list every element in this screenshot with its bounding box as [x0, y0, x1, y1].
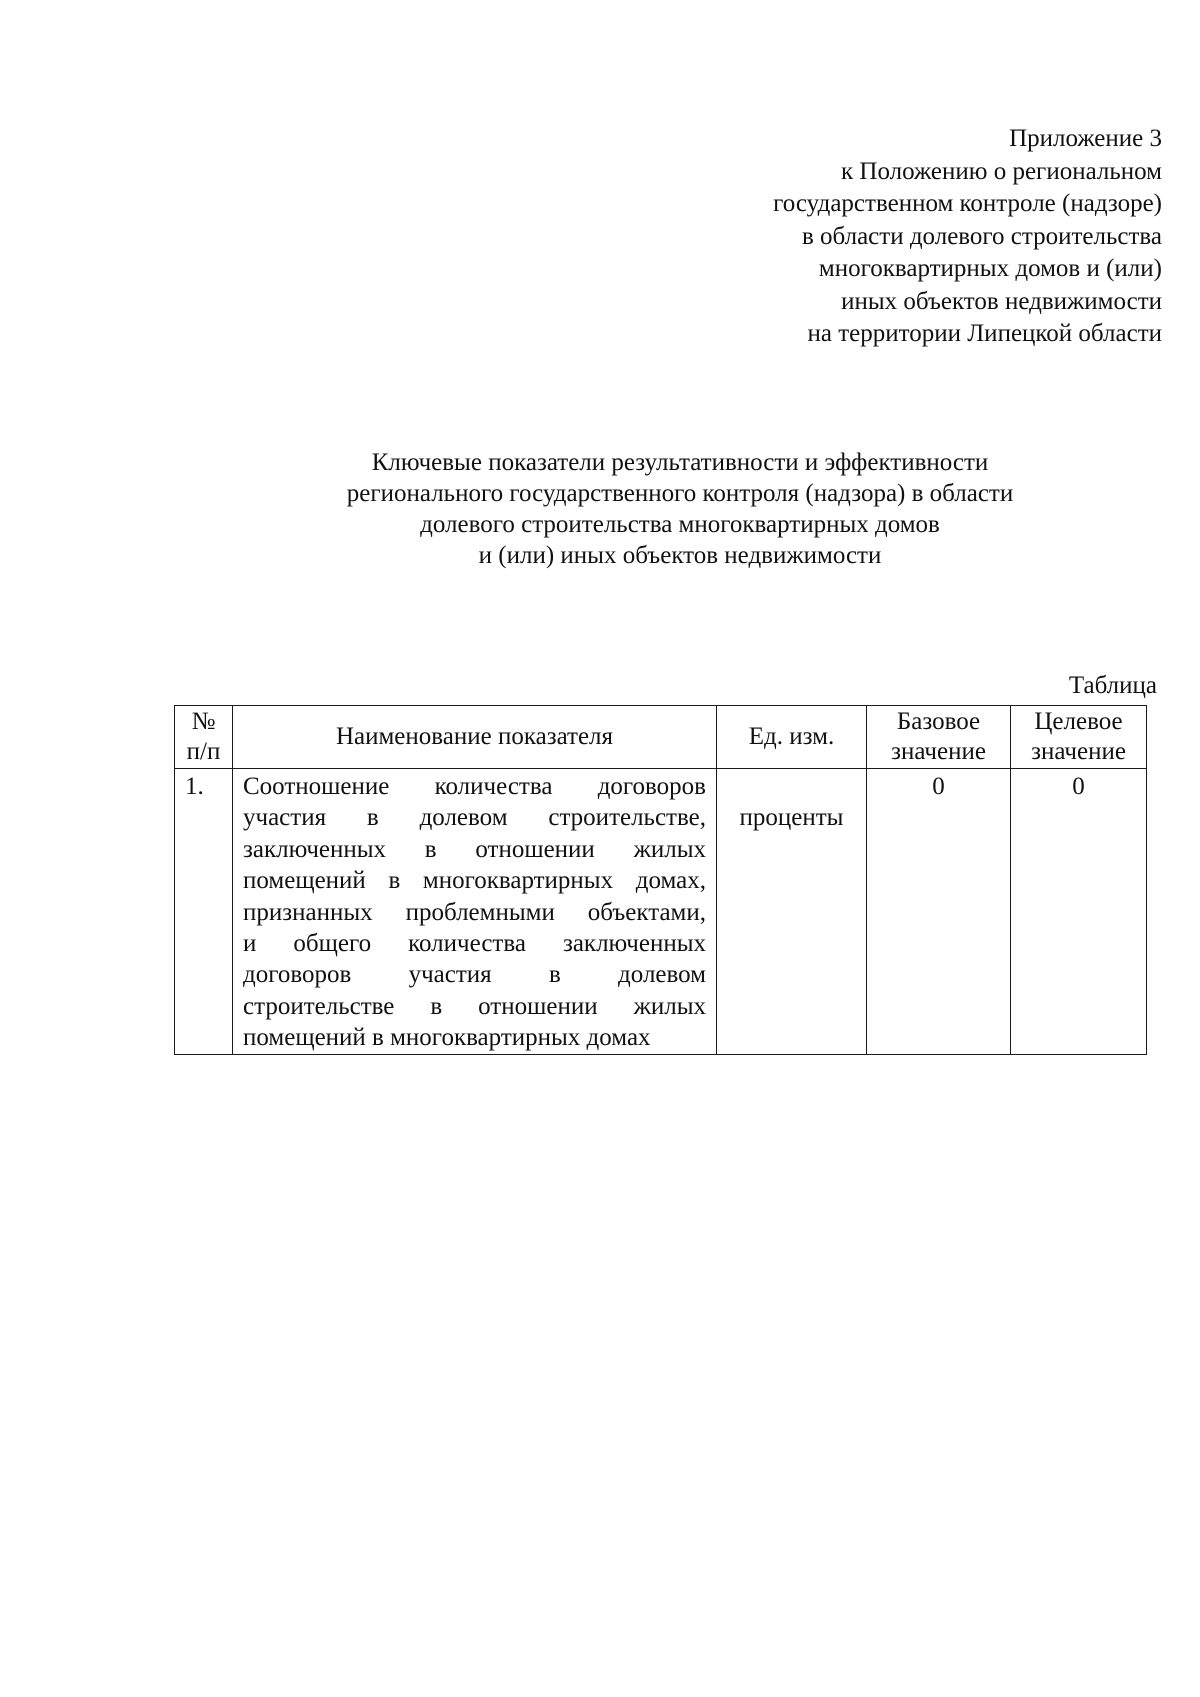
indicator-line: признанных проблемными объектами,: [243, 898, 706, 926]
appendix-line: государственном контроле (надзоре): [773, 190, 1162, 217]
header-base-bottom: значение: [891, 738, 986, 765]
row-base-value: 0: [867, 769, 1011, 1055]
row-unit: проценты: [717, 769, 867, 1055]
title-line: Ключевые показатели результативности и эффективности: [371, 449, 989, 476]
indicator-line: помещений в многоквартирных домах: [243, 1024, 651, 1052]
header-number-top: №: [191, 708, 216, 735]
appendix-line: многоквартирных домов и (или): [818, 255, 1162, 282]
header-indicator-name: Наименование показателя: [233, 706, 717, 769]
table-caption: Таблица: [1068, 672, 1157, 699]
table-header-row: [175, 706, 1147, 769]
indicator-line: Соотношение количества договоров: [243, 773, 706, 800]
appendix-line: к Положению о региональном: [841, 157, 1162, 185]
indicator-line: заключенных в отношении жилых: [243, 835, 706, 863]
kpi-table: [174, 705, 1147, 1055]
header-number: [175, 706, 233, 769]
appendix-header: [773, 123, 1162, 351]
appendix-line: в области долевого строительства: [801, 222, 1162, 250]
title-line: долевого строительства многоквартирных домов: [420, 511, 940, 538]
indicator-line: договоров участия в долевом: [243, 961, 706, 989]
indicator-line: помещений в многоквартирных домах,: [243, 867, 706, 895]
appendix-line: иных объектов недвижимости: [841, 287, 1162, 315]
appendix-line: Приложение 3: [1009, 125, 1162, 152]
indicator-line: участия в долевом строительстве,: [243, 804, 706, 832]
header-unit: Ед. изм.: [717, 706, 867, 769]
row-indicator-name: [233, 769, 717, 1055]
header-base-value: [867, 706, 1011, 769]
title-line: и (или) иных объектов недвижимости: [478, 542, 882, 569]
row-target-value: 0: [1011, 769, 1147, 1055]
indicator-line: и общего количества заключенных: [243, 930, 706, 958]
header-target-value: [1011, 706, 1147, 769]
document-title: [160, 447, 1200, 571]
row-number: 1.: [175, 769, 233, 1055]
header-base-top: Базовое: [896, 708, 981, 735]
indicator-line: строительстве в отношении жилых: [243, 992, 706, 1020]
header-target-bottom: значение: [1031, 738, 1126, 765]
header-target-top: Целевое: [1034, 708, 1123, 735]
table-row: [175, 769, 1147, 1055]
header-number-bottom: п/п: [186, 738, 221, 765]
appendix-line: на территории Липецкой области: [807, 320, 1162, 347]
title-line: регионального государственного контроля (надзора) в области: [346, 480, 1014, 507]
